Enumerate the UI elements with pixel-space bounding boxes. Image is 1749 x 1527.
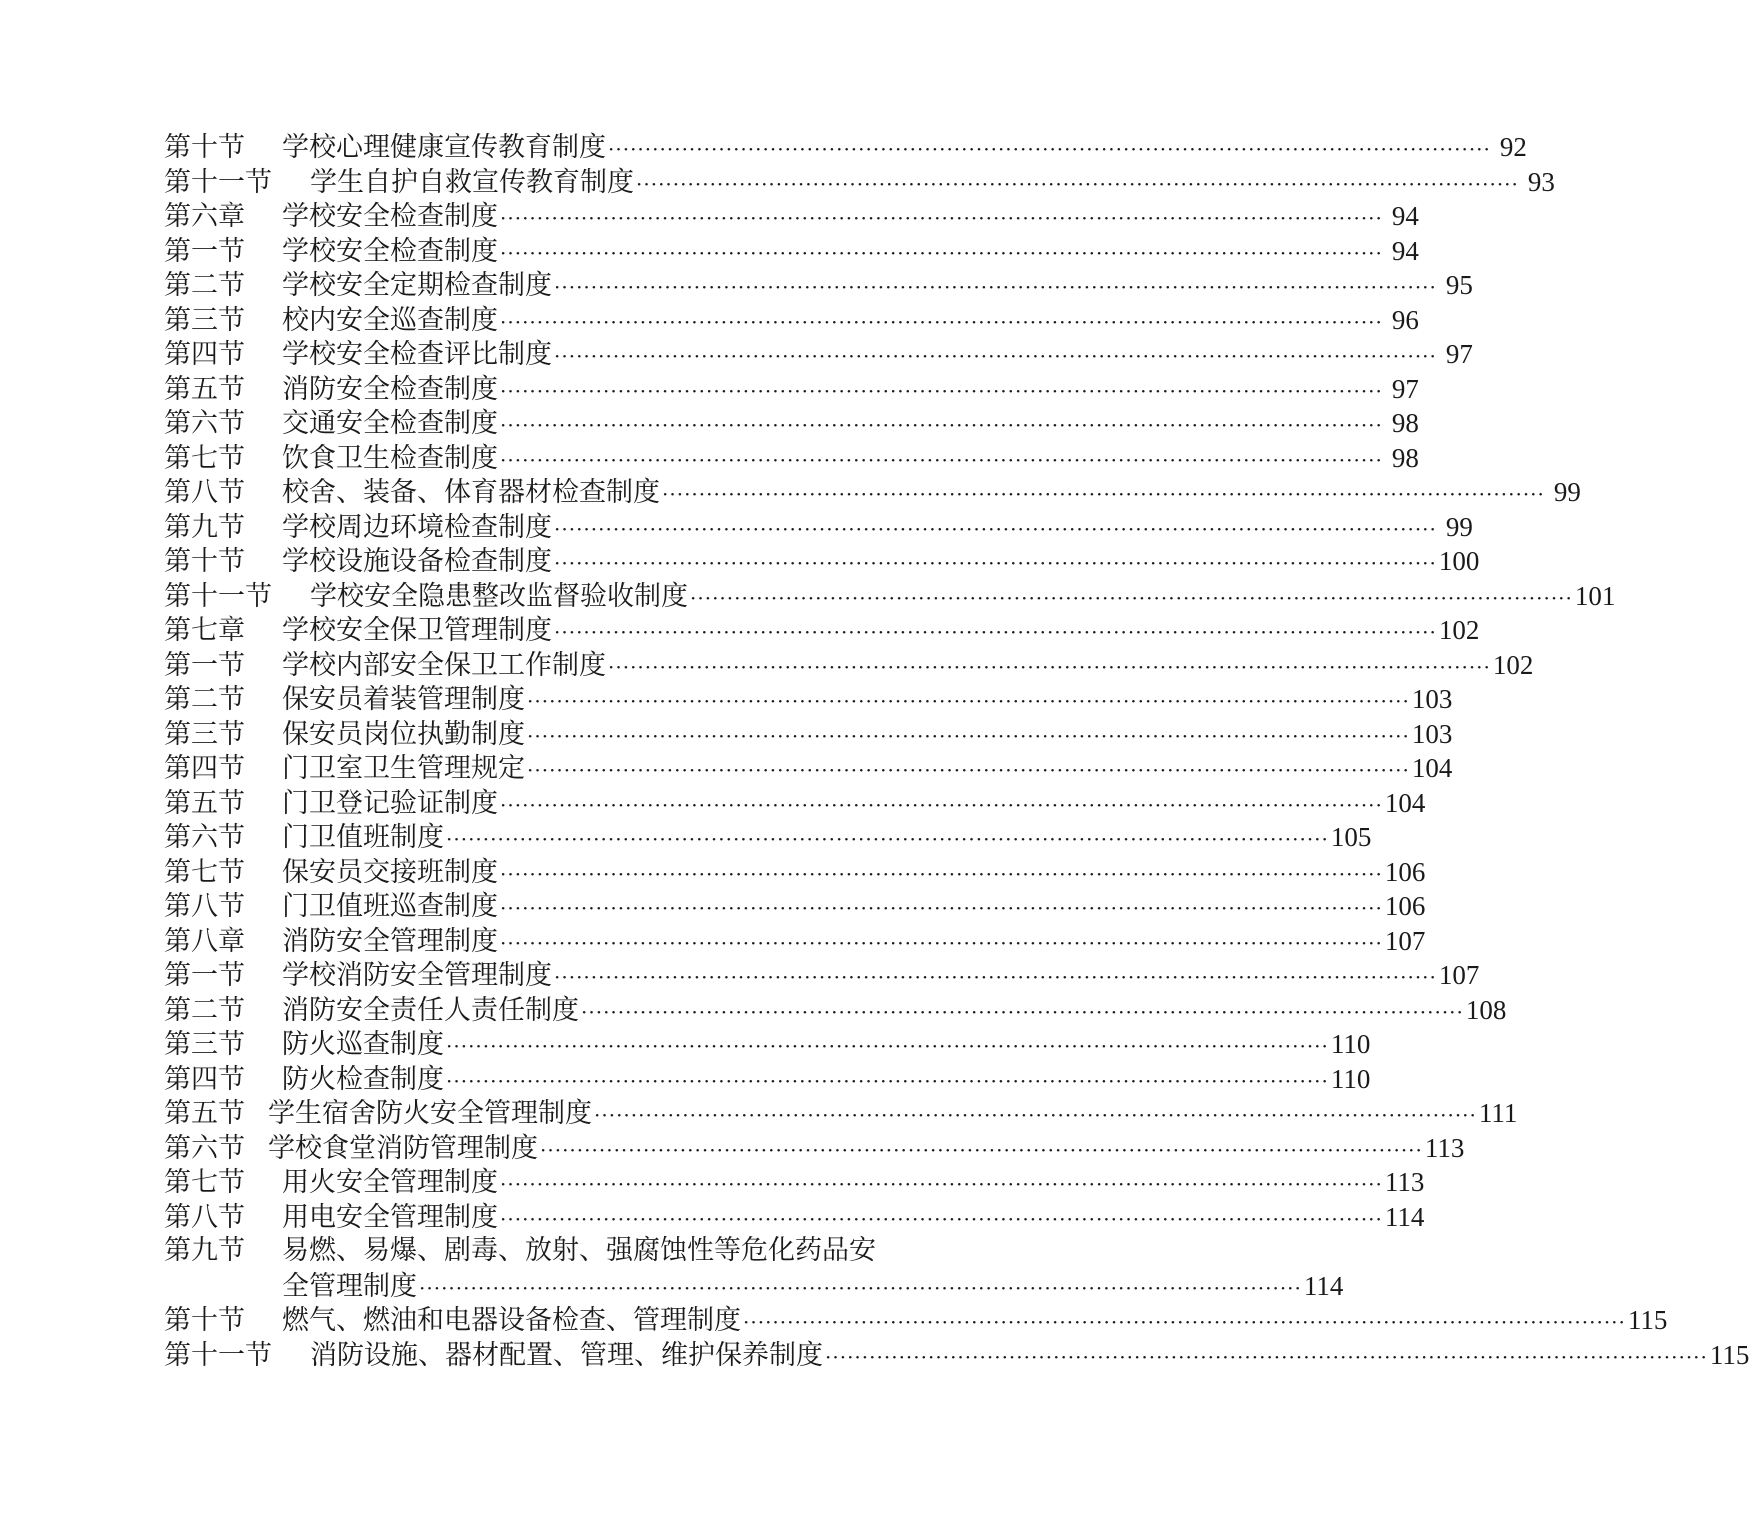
dot-leader: ························································································································: [500, 378, 1383, 403]
dot-leader: ························································································································: [446, 1034, 1329, 1058]
toc-entry-page-number: 107: [1438, 960, 1480, 990]
toc-entry-page-number: 96: [1391, 304, 1419, 335]
toc-entry-label: 第六节: [164, 822, 245, 853]
toc-entry-page-number: 110: [1330, 1063, 1371, 1094]
toc-entry-page-number: 114: [1384, 1201, 1425, 1232]
toc-entry-page-number: 102: [1438, 615, 1480, 645]
toc-entry-title: 交通安全检查制度: [282, 408, 498, 439]
toc-entry-title: 学校食堂消防管理制度: [268, 1132, 538, 1164]
dot-leader: ························································································································: [594, 1103, 1477, 1127]
toc-entry-label: 第六节: [164, 1132, 245, 1164]
toc-entry-label: 第七节: [164, 856, 245, 888]
toc-entry[interactable]: [164, 303, 1419, 338]
toc-entry[interactable]: [164, 1200, 1425, 1235]
dot-leader: ························································································································: [581, 999, 1464, 1024]
toc-entry[interactable]: [164, 234, 1419, 269]
toc-entry-page-number: 94: [1391, 201, 1419, 231]
toc-entry-title: 校内安全巡查制度: [282, 304, 498, 336]
toc-entry-page-number: 115: [1709, 1339, 1749, 1370]
toc-entry-title: 学校周边环境检查制度: [282, 511, 552, 543]
toc-entry-label: 第九节: [164, 511, 245, 543]
dot-leader: ························································································································: [554, 344, 1437, 368]
toc-entry[interactable]: [164, 199, 1419, 234]
toc-entry[interactable]: [164, 1234, 924, 1269]
toc-entry[interactable]: [164, 820, 1372, 855]
toc-entry-label: 第四节: [164, 1063, 245, 1095]
toc-entry-label: 第三节: [164, 718, 245, 750]
dot-leader: ························································································································: [500, 447, 1383, 472]
toc-entry[interactable]: [164, 1131, 1465, 1166]
toc-entry-page-number: 115: [1627, 1305, 1668, 1335]
toc-entry-page-number: 113: [1384, 1167, 1425, 1197]
dot-leader: ························································································································: [690, 585, 1573, 610]
toc-entry-page-number: 92: [1499, 132, 1527, 162]
toc-entry-label: 第十节: [164, 1305, 245, 1336]
toc-entry-title: 学校心理健康宣传教育制度: [282, 132, 606, 163]
toc-entry-page-number: 106: [1384, 856, 1426, 887]
table-of-contents: [164, 130, 1749, 1372]
dot-leader: ························································································································: [500, 896, 1383, 920]
toc-entry-label: 第三节: [164, 1029, 245, 1060]
toc-entry[interactable]: [164, 544, 1480, 579]
toc-entry-label: 第八节: [164, 1201, 245, 1233]
toc-entry-label: 第八节: [164, 477, 245, 508]
toc-entry[interactable]: [164, 1165, 1425, 1200]
toc-entry-page-number: 104: [1384, 787, 1426, 818]
toc-entry-label: 第七节: [164, 1167, 245, 1198]
toc-entry-title: 学校安全定期检查制度: [282, 270, 552, 301]
toc-entry-title: 全管理制度: [282, 1270, 417, 1302]
toc-entry[interactable]: [164, 406, 1419, 441]
dot-leader: ························································································································: [554, 551, 1437, 575]
toc-entry-label: 第十一节: [164, 580, 272, 612]
toc-entry-page-number: 111: [1478, 1098, 1518, 1128]
toc-entry-label: 第五节: [164, 1098, 245, 1129]
toc-entry-title: 保安员交接班制度: [282, 856, 498, 888]
toc-entry[interactable]: [164, 993, 1507, 1028]
dot-leader: ························································································································: [636, 171, 1519, 196]
dot-leader: ························································································································: [608, 654, 1491, 679]
toc-entry-page-number: 103: [1411, 684, 1453, 714]
toc-entry[interactable]: [164, 510, 1473, 545]
dot-leader: ························································································································: [500, 792, 1383, 817]
toc-entry[interactable]: [164, 613, 1480, 648]
toc-entry-label: 第十节: [164, 546, 245, 577]
toc-entry[interactable]: [164, 889, 1426, 924]
toc-entry[interactable]: [164, 579, 1616, 614]
toc-entry-title: 学校安全隐患整改监督验收制度: [310, 580, 688, 612]
toc-entry[interactable]: [164, 924, 1426, 959]
toc-entry-label: 第十一节: [164, 1339, 272, 1371]
toc-entry-label: 第三节: [164, 304, 245, 336]
toc-entry-title: 门卫室卫生管理规定: [282, 753, 525, 784]
toc-entry-title: 校舍、装备、体育器材检查制度: [282, 477, 660, 508]
toc-entry[interactable]: [164, 1303, 1668, 1338]
toc-entry-page-number: 99: [1553, 477, 1581, 507]
dot-leader: ························································································································: [554, 620, 1437, 644]
toc-entry-page-number: 99: [1445, 511, 1473, 542]
dot-leader: ························································································································: [662, 482, 1545, 506]
toc-entry-label: 第五节: [164, 787, 245, 819]
toc-entry-title: 门卫值班巡查制度: [282, 891, 498, 922]
toc-entry[interactable]: [164, 441, 1419, 476]
toc-entry-label: 第八章: [164, 925, 245, 957]
toc-entry-title: 保安员岗位执勤制度: [282, 718, 525, 750]
dot-leader: ························································································································: [500, 1172, 1383, 1196]
toc-entry-title: 学校消防安全管理制度: [282, 960, 552, 991]
toc-entry-label: 第五节: [164, 373, 245, 405]
dot-leader: ························································································································: [500, 240, 1383, 265]
toc-entry[interactable]: [164, 958, 1480, 993]
toc-entry-page-number: 113: [1424, 1132, 1465, 1163]
toc-entry[interactable]: [164, 165, 1555, 200]
toc-entry-label: 第六章: [164, 201, 245, 232]
toc-entry-label: 第十节: [164, 132, 245, 163]
dot-leader: ························································································································: [540, 1137, 1423, 1162]
toc-entry-page-number: 114: [1303, 1270, 1344, 1301]
toc-entry[interactable]: [164, 648, 1534, 683]
toc-entry-page-number: 104: [1411, 753, 1453, 783]
toc-entry-label: 第八节: [164, 891, 245, 922]
toc-entry-page-number: 101: [1574, 580, 1616, 611]
toc-entry-title: 学校安全检查制度: [282, 201, 498, 232]
dot-leader: ························································································································: [527, 758, 1410, 782]
toc-entry-title: 用火安全管理制度: [282, 1167, 498, 1198]
toc-entry-title: 学校安全检查评比制度: [282, 339, 552, 370]
toc-entry-page-number: 97: [1445, 339, 1473, 369]
toc-entry-label: 第一节: [164, 649, 245, 681]
dot-leader: ························································································································: [500, 309, 1383, 334]
toc-entry-title: 易燃、易爆、剧毒、放射、强腐蚀性等危化药品安: [282, 1235, 876, 1266]
dot-leader: ························································································································: [500, 1206, 1383, 1231]
toc-entry-label: 第二节: [164, 994, 245, 1026]
toc-entry[interactable]: [164, 682, 1453, 717]
toc-entry-title: 饮食卫生检查制度: [282, 442, 498, 474]
toc-entry-page-number: 102: [1492, 649, 1534, 680]
dot-leader: ························································································································: [500, 413, 1383, 437]
toc-entry-label: 第十一节: [164, 166, 272, 198]
toc-entry-title: 燃气、燃油和电器设备检查、管理制度: [282, 1305, 741, 1336]
dot-leader: ························································································································: [554, 516, 1437, 541]
toc-entry-title: 学生宿舍防火安全管理制度: [268, 1098, 592, 1129]
toc-entry-label: 第七章: [164, 615, 245, 646]
toc-entry[interactable]: [164, 372, 1419, 407]
toc-entry-title: 学生自护自救宣传教育制度: [310, 166, 634, 198]
toc-entry[interactable]: [164, 268, 1473, 303]
toc-entry-page-number: 93: [1527, 166, 1555, 197]
dot-leader: ························································································································: [608, 137, 1491, 161]
toc-entry-label: 第九节: [164, 1235, 245, 1266]
toc-entry-label: 第二节: [164, 270, 245, 301]
toc-entry[interactable]: [164, 786, 1426, 821]
dot-leader: ························································································································: [554, 275, 1437, 299]
dot-leader: ························································································································: [446, 827, 1329, 851]
toc-entry[interactable]: [164, 1269, 1344, 1304]
toc-entry[interactable]: [164, 1096, 1518, 1131]
toc-entry-page-number: 106: [1384, 891, 1426, 921]
toc-entry-page-number: 107: [1384, 925, 1426, 956]
toc-entry[interactable]: [164, 855, 1426, 890]
toc-entry[interactable]: [164, 1338, 1749, 1373]
toc-entry-page-number: 105: [1330, 822, 1372, 852]
toc-entry-page-number: 98: [1391, 442, 1419, 473]
toc-entry[interactable]: [164, 751, 1453, 786]
toc-entry-title: 防火巡查制度: [282, 1029, 444, 1060]
toc-entry[interactable]: [164, 1062, 1371, 1097]
toc-entry-page-number: 100: [1438, 546, 1480, 576]
dot-leader: ························································································································: [554, 965, 1437, 989]
toc-entry-title: 消防设施、器材配置、管理、维护保养制度: [310, 1339, 823, 1371]
toc-entry-title: 消防安全检查制度: [282, 373, 498, 405]
dot-leader: ························································································································: [527, 689, 1410, 713]
toc-entry[interactable]: [164, 130, 1527, 165]
toc-entry[interactable]: [164, 337, 1473, 372]
dot-leader: ························································································································: [500, 930, 1383, 955]
toc-entry-page-number: 97: [1391, 373, 1419, 404]
dot-leader: ························································································································: [825, 1344, 1708, 1369]
toc-entry[interactable]: [164, 475, 1581, 510]
toc-entry-page-number: 94: [1391, 235, 1419, 266]
toc-entry[interactable]: [164, 717, 1453, 752]
toc-entry-title: 消防安全管理制度: [282, 925, 498, 957]
toc-entry-page-number: 103: [1411, 718, 1453, 749]
toc-entry-title: 保安员着装管理制度: [282, 684, 525, 715]
toc-entry-title: 门卫值班制度: [282, 822, 444, 853]
toc-entry-label: 第四节: [164, 753, 245, 784]
toc-entry-label: 第二节: [164, 684, 245, 715]
toc-entry-title: 学校设施设备检查制度: [282, 546, 552, 577]
dot-leader: ························································································································: [500, 861, 1383, 886]
toc-entry-page-number: 108: [1465, 994, 1507, 1025]
dot-leader: ························································································································: [500, 206, 1383, 230]
toc-entry-title: 消防安全责任人责任制度: [282, 994, 579, 1026]
toc-entry-title: 学校安全保卫管理制度: [282, 615, 552, 646]
toc-entry-page-number: 98: [1391, 408, 1419, 438]
toc-entry-title: 防火检查制度: [282, 1063, 444, 1095]
toc-entry-page-number: 110: [1330, 1029, 1371, 1059]
toc-entry-page-number: 95: [1445, 270, 1473, 300]
dot-leader: ························································································································: [743, 1310, 1626, 1334]
toc-entry-label: 第七节: [164, 442, 245, 474]
dot-leader: ························································································································: [419, 1275, 1302, 1300]
toc-entry-title: 学校内部安全保卫工作制度: [282, 649, 606, 681]
toc-entry-label: 第一节: [164, 960, 245, 991]
toc-entry-title: 学校安全检查制度: [282, 235, 498, 267]
toc-entry[interactable]: [164, 1027, 1371, 1062]
toc-entry-label: 第六节: [164, 408, 245, 439]
toc-entry-title: 用电安全管理制度: [282, 1201, 498, 1233]
dot-leader: ························································································································: [527, 723, 1410, 748]
toc-entry-label: 第四节: [164, 339, 245, 370]
toc-entry-label: 第一节: [164, 235, 245, 267]
dot-leader: ························································································································: [446, 1068, 1329, 1093]
toc-entry-title: 门卫登记验证制度: [282, 787, 498, 819]
